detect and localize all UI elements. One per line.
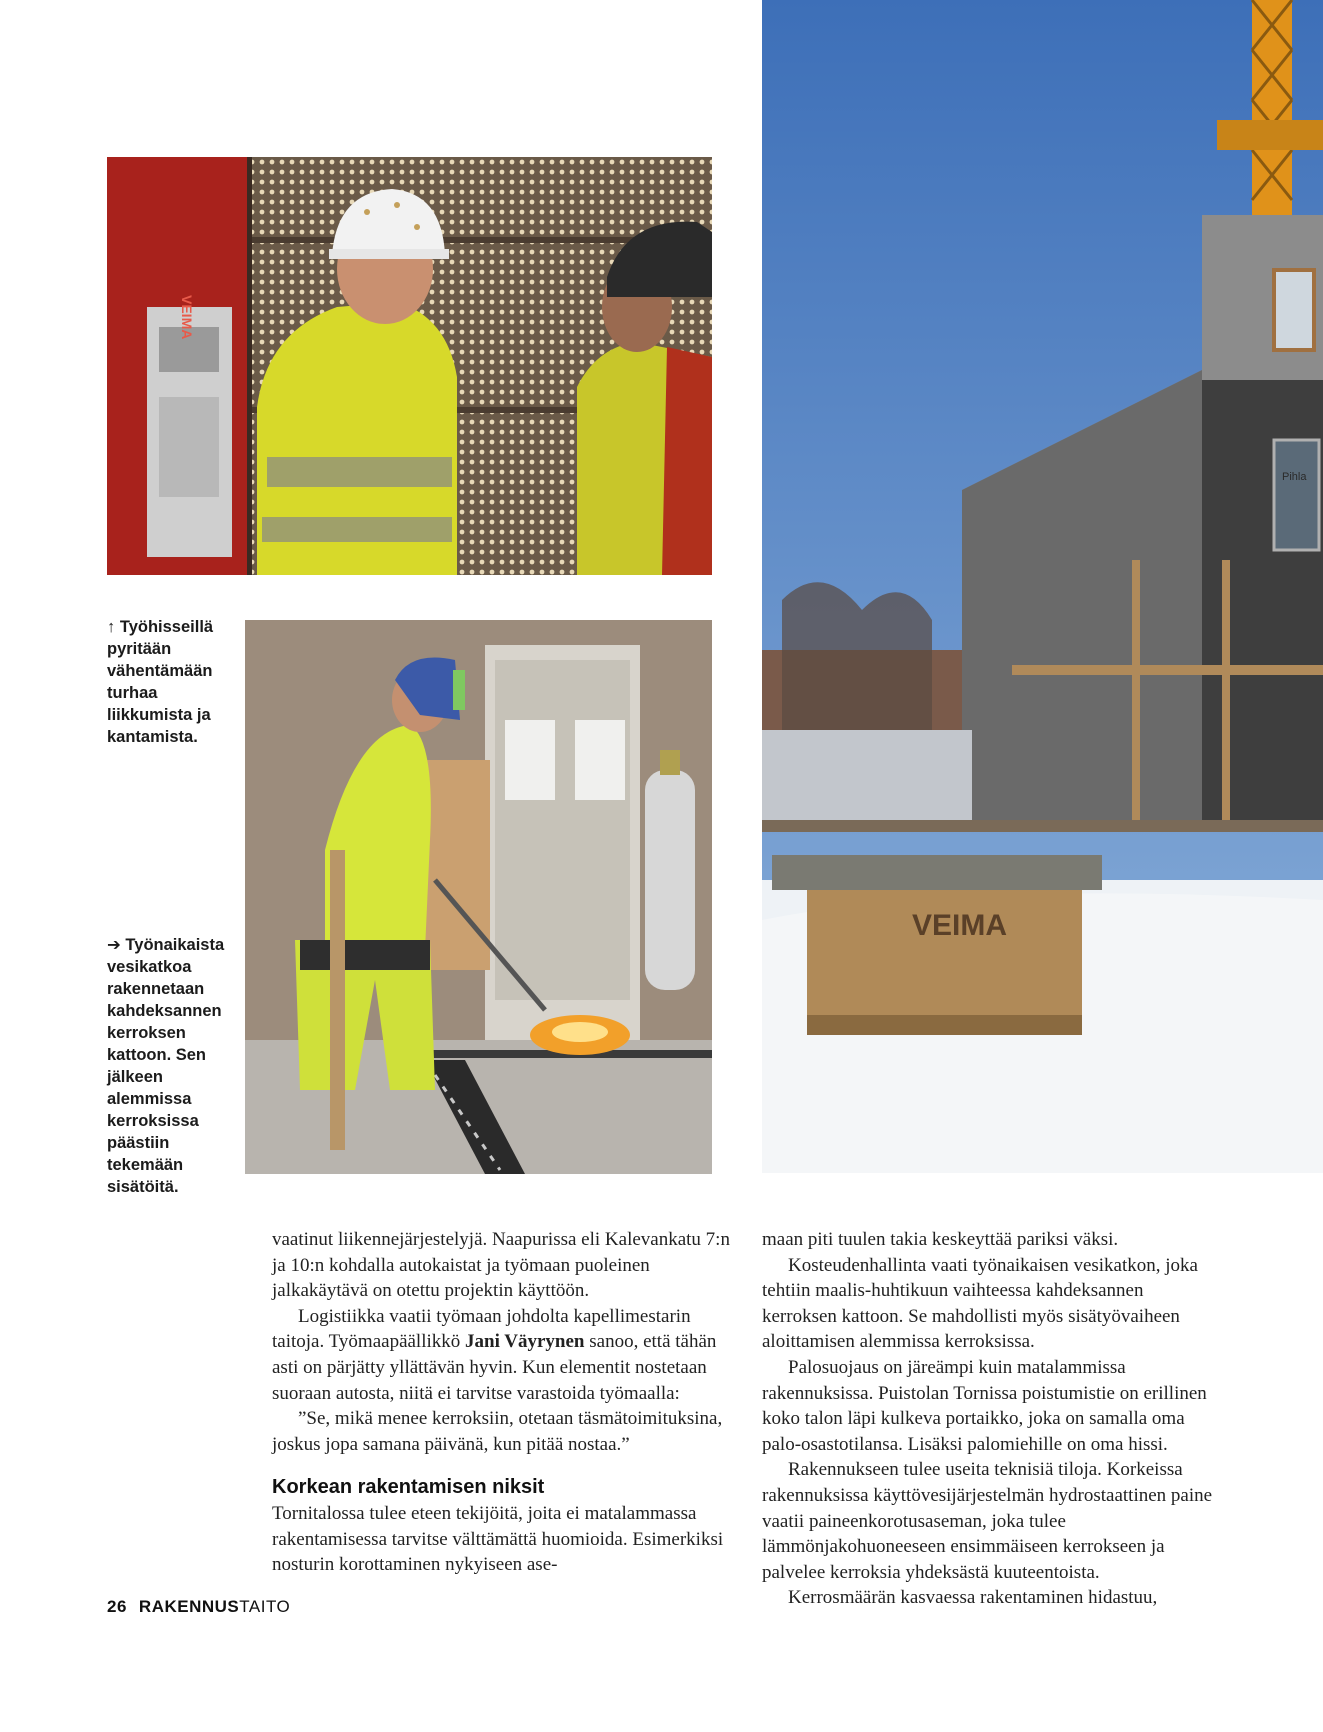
article-paragraph: maan piti tuulen takia keskeyttää pariksi väksi. bbox=[762, 1229, 1119, 1250]
article-paragraph: Kerrosmäärän kasvaessa rakentaminen hidastuu, bbox=[788, 1587, 1158, 1609]
photo-caption-roof bbox=[107, 934, 229, 1198]
article-paragraph: Logistiikka vaatii työmaan johdolta kapellimestarin taitoja. Työmaapäällikkö Jani Väyrynen sanoo, että tähän asti on pärjätty yllättävän hyvin. Kun elementit nostetaan suoraan autosta, niitä ei tarvitse varastoida työmaalla: bbox=[272, 1305, 717, 1404]
magazine-name-bold: RAKENNUS bbox=[138, 1597, 240, 1616]
page-footer bbox=[107, 1597, 290, 1617]
caption-text: Työnaikaista vesikatkoa rakennetaan kahdeksannen kerroksen kattoon. Sen jälkeen alemmissa kerroksissa päästiin tekemään sisätöitä. bbox=[107, 936, 225, 1196]
elevator-photo bbox=[107, 157, 712, 575]
page-number: 26 bbox=[107, 1597, 127, 1616]
magazine-name-light: TAITO bbox=[239, 1597, 291, 1616]
elevator-sign: VEIMA bbox=[179, 295, 195, 340]
person-name: Jani Väyrynen bbox=[465, 1331, 585, 1353]
photo-caption-elevator bbox=[107, 616, 229, 748]
article-quote: ”Se, mikä menee kerroksiin, otetaan täsmätoimituksina, joskus jopa samana päivänä, kun pitää nostaa.” bbox=[272, 1408, 723, 1455]
article-paragraph: Tornitalossa tulee eteen tekijöitä, joita ei matalammassa rakentamisessa tarvitse välttämättä huomioida. Esimerkiksi nosturin korottaminen nykyiseen ase- bbox=[272, 1502, 724, 1576]
article-paragraph: vaatinut liikennejärjestelyjä. Naapurissa eli Kalevankatu 7:n ja 10:n kohdalla autokaistat ja työmaan puoleinen jalkakäytävä on otettu projektin käyttöön. bbox=[272, 1229, 730, 1302]
arrow-up-icon: ↑ bbox=[107, 618, 116, 636]
article-paragraph: Kosteudenhallinta vaati työnaikaisen vesikatkon, joka tehtiin maalis-huhtikuun vaihteessa kahdeksannen kerroksen kattoon. Se mahdollisti myös sisätyövaiheen aloittamisen alemmissa kerroksissa. bbox=[762, 1254, 1198, 1353]
article-column-right bbox=[762, 1227, 1222, 1611]
crate-label: VEIMA bbox=[912, 909, 1008, 942]
article-paragraph: Palosuojaus on järeämpi kuin matalammissa rakennuksissa. Puistolan Tornissa poistumistie on erillinen koko talon läpi kulkeva portaikko, joka on samalla oma palo-osastotilansa. Lisäksi palomiehille on oma hissi. bbox=[762, 1356, 1207, 1455]
article-column-left bbox=[272, 1227, 732, 1578]
window-sign: Pihla bbox=[1282, 471, 1307, 483]
article-paragraph: Rakennukseen tulee useita teknisiä tiloja. Korkeissa rakennuksissa käyttövesijärjestelmän hydrostaattinen paine vaatii paineenkorotusaseman, joka tulee lämmönjakohuoneeseen ensimmäiseen kerrokseen ja palvelee kerroksia yhdeksästä kuuteentoista. bbox=[762, 1459, 1213, 1583]
section-heading: Korkean rakentamisen niksit bbox=[272, 1476, 545, 1499]
arrow-right-icon: ➔ bbox=[107, 936, 121, 954]
caption-text: Työhisseillä pyritään vähentämään turhaa liikkumista ja kantamista. bbox=[107, 618, 214, 746]
roofing-torch-photo bbox=[245, 620, 712, 1174]
construction-site-photo bbox=[762, 0, 1323, 1173]
